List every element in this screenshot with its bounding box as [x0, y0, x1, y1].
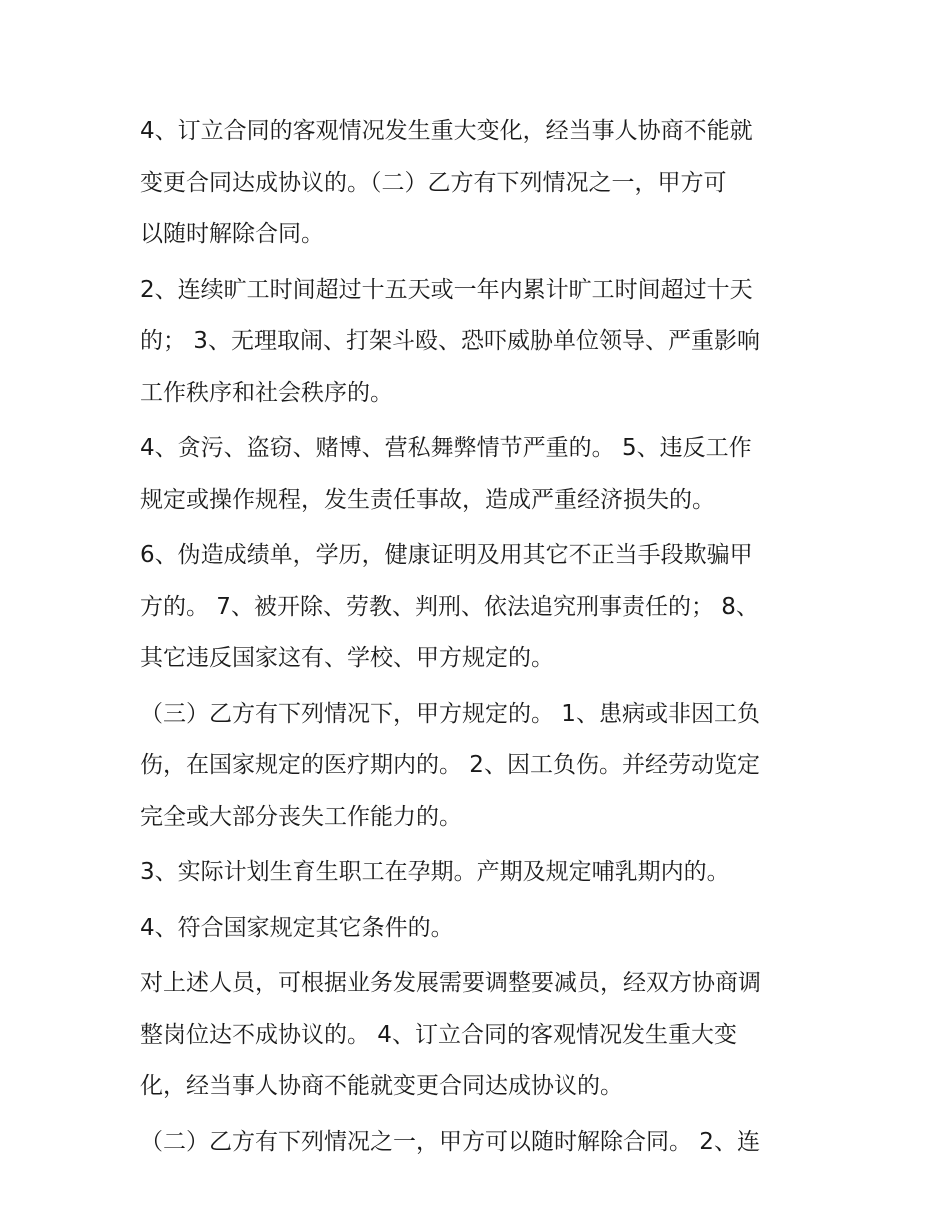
paragraph	[140, 689, 820, 844]
text-line: 对上述人员，可根据业务发展需要调整要减员，经双方协商调	[140, 970, 761, 996]
text-line: （二）乙方有下列情况之一，甲方可以随时解除合同。 2、连	[140, 1128, 760, 1155]
text-line: 其它违反国家这有、学校、甲方规定的。	[140, 645, 554, 671]
text-line: 方的。 7、被开除、劳教、判刑、依法追究刑事责任的； 8、	[140, 593, 759, 620]
text-line: 规定或操作规程，发生责任事故，造成严重经济损失的。	[140, 486, 715, 513]
paragraph	[140, 903, 820, 955]
text-line: 整岗位达不成协议的。 4、订立合同的客观情况发生重大变	[140, 1021, 737, 1048]
text-line: 4、符合国家规定其它条件的。	[140, 914, 454, 941]
text-line: 3、实际计划生育生职工在孕期。产期及规定哺乳期内的。	[140, 859, 730, 885]
text-line: 2、连续旷工时间超过十五天或一年内累计旷工时间超过十天	[140, 276, 753, 303]
paragraph	[140, 1117, 820, 1169]
text-line: 4、订立合同的客观情况发生重大变化，经当事人协商不能就	[140, 118, 753, 144]
text-line: 工作秩序和社会秩序的。	[140, 379, 393, 406]
text-line: 的； 3、无理取闹、打架斗殴、恐吓威胁单位领导、严重影响	[140, 328, 760, 354]
text-line: 4、贪污、盗窃、赌博、营私舞弊情节严重的。 5、违反工作	[140, 435, 752, 461]
paragraph	[140, 530, 820, 685]
paragraph	[140, 847, 820, 899]
text-line: 伤，在国家规定的医疗期内的。 2、因工负伤。并经劳动览定	[140, 752, 760, 778]
text-line: 化，经当事人协商不能就变更合同达成协议的。	[140, 1073, 623, 1099]
paragraph	[140, 958, 820, 1113]
document-body	[140, 106, 820, 1172]
text-line: 变更合同达成协议的。（二）乙方有下列情况之一，甲方可	[140, 169, 727, 196]
text-line: 6、伪造成绩单，学历，健康证明及用其它不正当手段欺骗甲	[140, 542, 753, 568]
text-line: 完全或大部分丧失工作能力的。	[140, 803, 462, 830]
paragraph	[140, 106, 820, 261]
paragraph	[140, 423, 820, 526]
text-line: 以随时解除合同。	[140, 221, 324, 247]
paragraph	[140, 265, 820, 420]
text-line: （三）乙方有下列情况下，甲方规定的。 1、患病或非因工负	[140, 700, 760, 727]
